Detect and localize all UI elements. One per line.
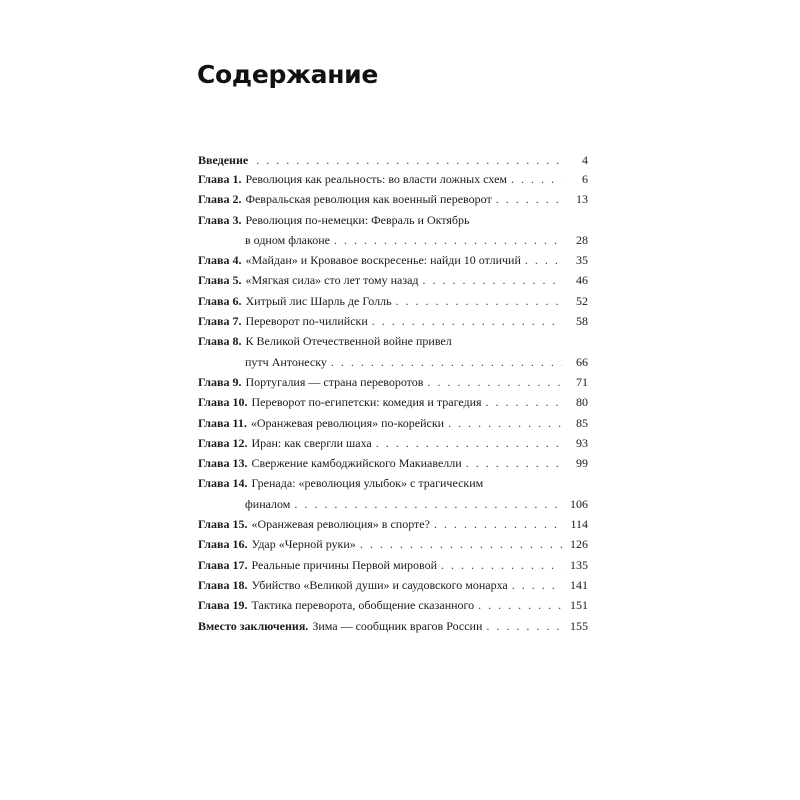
toc-entry-line xyxy=(198,270,588,290)
toc-entry-page: 6 xyxy=(582,172,588,186)
toc-entry-label: Глава 10. xyxy=(198,395,248,410)
toc-entry-title-continued: путч Антонеску xyxy=(245,354,327,369)
toc-entry-line xyxy=(198,595,588,615)
toc-entry[interactable] xyxy=(198,189,588,209)
toc-entry-page: 99 xyxy=(576,456,588,471)
toc-entry-label: Глава 8. xyxy=(198,334,242,349)
toc-entry-page: 93 xyxy=(576,435,588,450)
dot-leader xyxy=(360,534,562,554)
toc-entry-title: Тактика переворота, обобщение сказанного xyxy=(251,598,475,613)
toc-entry[interactable] xyxy=(198,210,588,251)
toc-entry-title: Иран: как свергли шаха xyxy=(251,435,372,450)
toc-entry-line xyxy=(198,230,588,250)
toc-entry-page: 126 xyxy=(570,537,588,552)
toc-entry[interactable] xyxy=(198,534,588,554)
toc-entry-title: Гренада: «революция улыбок» с трагическим xyxy=(251,476,484,491)
toc-entry-title: «Мягкая сила» сто лет тому назад xyxy=(245,273,419,288)
toc-entry-line xyxy=(198,392,588,412)
toc-entry-line xyxy=(198,169,588,189)
dot-leader xyxy=(396,291,562,311)
toc-entry-label: Глава 14. xyxy=(198,476,248,491)
toc-entry-line xyxy=(198,616,588,636)
toc-entry-title: Переворот по-чилийски xyxy=(245,314,368,329)
toc-entry-line xyxy=(198,311,588,331)
toc-entry[interactable] xyxy=(198,514,588,534)
toc-entry-title: Свержение камбоджийского Макиавелли xyxy=(251,456,462,471)
toc-entry-label: Глава 17. xyxy=(198,557,248,572)
toc-entry-page: 71 xyxy=(576,374,588,389)
toc-entry-line xyxy=(198,514,588,534)
toc-entry[interactable] xyxy=(198,270,588,290)
toc-entry-line xyxy=(198,331,588,351)
dot-leader xyxy=(372,311,562,331)
toc-entry-line xyxy=(198,453,588,473)
toc-entry-page: 80 xyxy=(576,395,588,410)
toc-entry[interactable] xyxy=(198,291,588,311)
toc-entry-line xyxy=(198,372,588,392)
toc-entry-label: Глава 12. xyxy=(198,435,248,450)
dot-leader xyxy=(376,433,562,453)
toc-entry-title: Португалия — страна переворотов xyxy=(245,374,424,389)
dot-leader xyxy=(478,595,562,615)
toc-entry-line xyxy=(198,575,588,595)
toc-entry-line xyxy=(198,189,588,209)
dot-leader xyxy=(334,230,562,250)
toc-entry-page: 151 xyxy=(570,598,588,613)
toc-entry-title-continued: в одном флаконе xyxy=(245,232,330,247)
toc-entry-label: Глава 2. xyxy=(198,192,242,207)
toc-entry[interactable] xyxy=(198,453,588,473)
toc-entry-title: Революция по-немецки: Февраль и Октябрь xyxy=(245,212,470,227)
toc-entry-page: 4 xyxy=(582,153,588,167)
toc-entry-title: Революция как реальность: во власти ложных схем xyxy=(245,172,508,186)
toc-entry[interactable] xyxy=(198,372,588,392)
toc-entry-title: «Оранжевая революция» в спорте? xyxy=(251,517,430,532)
toc-entry-line xyxy=(198,433,588,453)
dot-leader xyxy=(427,372,562,392)
toc-entry-page: 85 xyxy=(576,415,588,430)
dot-leader xyxy=(423,270,562,290)
dot-leader xyxy=(496,189,562,209)
toc-entry[interactable] xyxy=(198,555,588,575)
dot-leader xyxy=(448,413,562,433)
toc-entry-line xyxy=(198,534,588,554)
toc-entry-title: К Великой Отечественной войне привел xyxy=(245,334,452,349)
toc-entry-page: 114 xyxy=(570,517,588,532)
toc-entry-label: Глава 6. xyxy=(198,293,242,308)
dot-leader xyxy=(256,152,562,169)
toc-entry-title: Удар «Черной руки» xyxy=(251,537,356,552)
toc-entry[interactable] xyxy=(198,616,588,636)
toc-entry-page: 35 xyxy=(576,253,588,268)
toc-entry-title: Реальные причины Первой мировой xyxy=(251,557,437,572)
dot-leader xyxy=(512,575,562,595)
toc-entry[interactable] xyxy=(198,392,588,412)
toc-entry-page: 13 xyxy=(576,192,588,207)
toc-entry-label: Вместо заключения. xyxy=(198,618,309,633)
toc-entry-title: Февральская революция как военный переворот xyxy=(245,192,492,207)
toc-entry[interactable] xyxy=(198,311,588,331)
toc-entry-line xyxy=(198,555,588,575)
dot-leader xyxy=(511,169,562,189)
toc-entry-page: 52 xyxy=(576,293,588,308)
toc-entry[interactable] xyxy=(198,575,588,595)
toc-entry-label: Глава 3. xyxy=(198,212,242,227)
toc-entry[interactable] xyxy=(198,169,588,189)
toc-entry-title: «Майдан» и Кровавое воскресенье: найди 10 отличий xyxy=(245,253,521,268)
dot-leader xyxy=(466,453,562,473)
toc-entry-label: Глава 11. xyxy=(198,415,247,430)
toc-entry[interactable] xyxy=(198,250,588,270)
dot-leader xyxy=(441,555,562,575)
toc-entry-page: 155 xyxy=(570,618,588,633)
toc-entry-title-continued: финалом xyxy=(245,496,291,511)
toc-entry-line xyxy=(198,152,588,169)
toc-entry-line xyxy=(198,473,588,493)
toc-entry-title: Хитрый лис Шарль де Голль xyxy=(245,293,392,308)
toc-entry-label: Глава 19. xyxy=(198,598,248,613)
toc-entry-line xyxy=(198,352,588,372)
toc-entry-page: 106 xyxy=(570,496,588,511)
page-title: Содержание xyxy=(197,60,379,89)
dot-leader xyxy=(525,250,562,270)
table-of-contents xyxy=(198,152,588,636)
toc-entry[interactable] xyxy=(198,331,588,372)
toc-entry-page: 28 xyxy=(576,232,588,247)
toc-entry-page: 141 xyxy=(570,577,588,592)
toc-entry-page: 66 xyxy=(576,354,588,369)
toc-entry-line xyxy=(198,413,588,433)
dot-leader xyxy=(434,514,562,534)
toc-entry-label: Глава 9. xyxy=(198,374,242,389)
toc-entry[interactable] xyxy=(198,413,588,433)
dot-leader xyxy=(294,494,562,514)
toc-entry-label: Глава 18. xyxy=(198,577,248,592)
toc-entry-page: 135 xyxy=(570,557,588,572)
toc-entry-page: 46 xyxy=(576,273,588,288)
toc-entry-label: Глава 1. xyxy=(198,172,242,186)
toc-entry-title: Зима — сообщник врагов России xyxy=(312,618,483,633)
toc-entry-line xyxy=(198,250,588,270)
toc-entry[interactable] xyxy=(198,473,588,514)
toc-entry-line xyxy=(198,494,588,514)
dot-leader xyxy=(486,392,562,412)
toc-entry-title: Убийство «Великой души» и саудовского монарха xyxy=(251,577,508,592)
toc-entry[interactable] xyxy=(198,595,588,615)
toc-entry-label: Введение xyxy=(198,153,249,167)
toc-entry-label: Глава 5. xyxy=(198,273,242,288)
toc-entry-label: Глава 13. xyxy=(198,456,248,471)
toc-entry-line xyxy=(198,210,588,230)
toc-entry[interactable] xyxy=(198,433,588,453)
toc-entry-title: «Оранжевая революция» по-корейски xyxy=(250,415,445,430)
toc-entry-label: Глава 7. xyxy=(198,314,242,329)
toc-entry-line xyxy=(198,291,588,311)
toc-entry-label: Глава 4. xyxy=(198,253,242,268)
dot-leader xyxy=(486,616,562,636)
toc-entry[interactable] xyxy=(198,152,588,169)
dot-leader xyxy=(331,352,562,372)
toc-entry-label: Глава 15. xyxy=(198,517,248,532)
toc-entry-title: Переворот по-египетски: комедия и трагедия xyxy=(251,395,482,410)
toc-entry-label: Глава 16. xyxy=(198,537,248,552)
toc-entry-page: 58 xyxy=(576,314,588,329)
